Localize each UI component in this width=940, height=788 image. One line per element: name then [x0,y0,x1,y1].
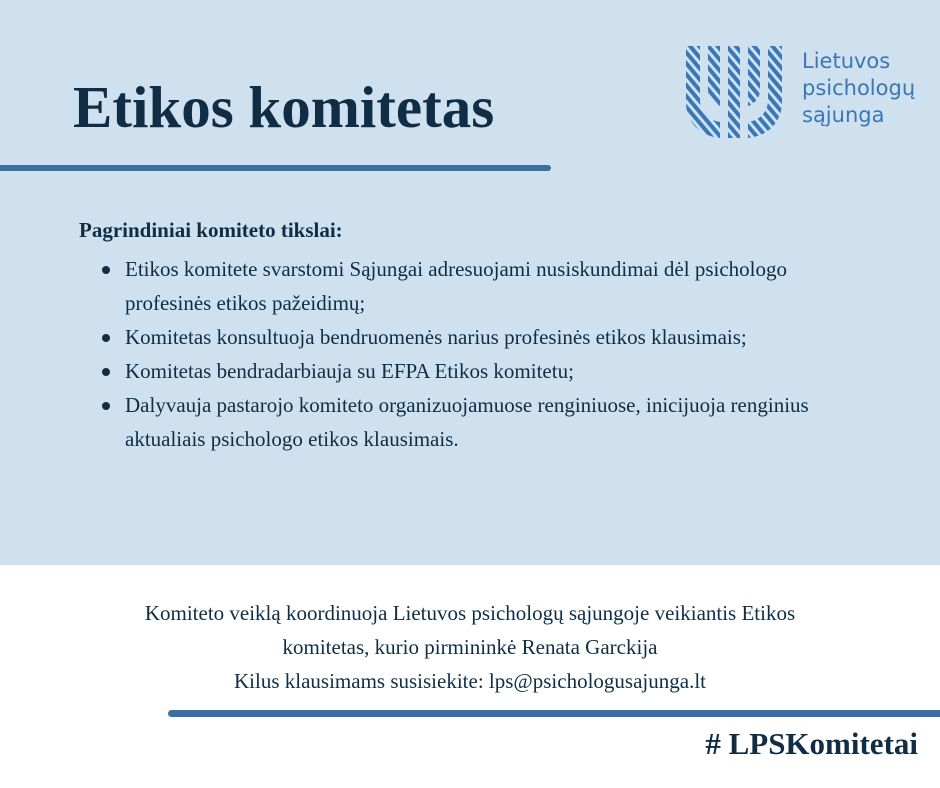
coordination-note [0,596,940,698]
page-title: Etikos komitetas [73,74,495,140]
logo-line-1: Lietuvos [802,49,891,73]
goals-heading: Pagrindiniai komiteto tikslai: [79,218,343,242]
bullet-icon [102,334,110,342]
bullet-icon [102,266,110,274]
goals-section [79,214,839,456]
footer-line-1: Komiteto veiklą koordinuoja Lietuvos psichologų sąjungoje veikiantis Etikos [144,601,796,625]
hashtag: # LPSKomitetai [705,726,918,761]
logo-wordmark [802,48,915,129]
logo-line-3: sąjunga [802,103,885,127]
goal-text: Komitetas konsultuoja bendruomenės narius profesinės etikos klausimais; [125,325,747,349]
footer-divider [168,710,940,717]
logo-line-2: psichologų [802,76,916,100]
goal-text: Komitetas bendradarbiauja su EFPA Etikos komitetu; [125,359,574,383]
organization-logo [684,42,914,140]
goal-text: Etikos komitete svarstomi Sąjungai adresuojami nusiskundimai dėl psichologo profesinės etikos pažeidimų; [125,257,788,315]
contact-line: Kilus klausimams susisiekite: lps@psichologusajunga.lt [234,669,706,693]
goals-list [79,252,839,456]
list-item [79,320,839,354]
goal-text: Dalyvauja pastarojo komiteto organizuojamuose renginiuose, inicijuoja renginius aktualiais psichologo etikos klausimais. [125,393,809,451]
psi-logo-icon [684,42,784,140]
footer-line-2: komitetas, kurio pirmininkė Renata Garckija [282,635,658,659]
title-divider [0,165,551,171]
bullet-icon [102,402,110,410]
list-item [79,354,839,388]
list-item [79,388,839,456]
list-item [79,252,839,320]
bullet-icon [102,368,110,376]
